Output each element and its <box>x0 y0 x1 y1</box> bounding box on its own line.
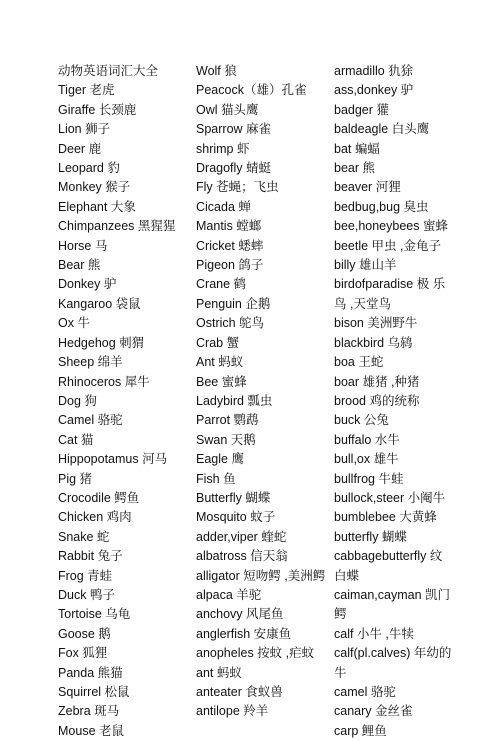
vocab-entry: Ladybird 瓢虫 <box>196 393 273 408</box>
vocab-entry: camel 骆驼 <box>334 685 396 699</box>
vocab-entry: Crocodile 鳄鱼 <box>58 490 140 505</box>
vocab-entry: Owl 猫头鹰 <box>196 102 259 117</box>
vocab-entry: Panda 熊猫 <box>58 665 123 680</box>
vocab-entry: bat 蝙蝠 <box>334 141 380 156</box>
vocab-entry: badger 獾 <box>334 102 389 117</box>
vocab-entry: Goose 鹅 <box>58 626 111 641</box>
vocab-entry: albatross 信天翁 <box>196 549 288 564</box>
vocab-entry: Mantis 螳螂 <box>196 219 262 234</box>
vocab-entry: bedbug,bug 臭虫 <box>334 199 429 214</box>
vocab-entry: ant 蚂蚁 <box>196 665 242 680</box>
vocab-entry: Cicada 蝉 <box>196 199 251 214</box>
vocab-entry: Cat 猫 <box>58 432 94 447</box>
vocab-entry: alpaca 羊驼 <box>196 587 262 602</box>
vocab-entry: bullfrog 牛蛙 <box>334 471 404 486</box>
vocab-entry: boar 雄猪 ,种猪 <box>334 374 420 389</box>
vocab-entry: Giraffe 长颈鹿 <box>58 102 137 117</box>
vocab-entry: Hedgehog 刺猬 <box>58 335 145 350</box>
vocab-entry: brood 鸡的统称 <box>334 393 420 408</box>
vocab-entry: Elephant 大象 <box>58 199 136 214</box>
vocab-entry: buffalo 水牛 <box>334 432 400 447</box>
vocab-entry: shrimp 虾 <box>196 141 250 156</box>
vocab-entry: Chicken 鸡肉 <box>58 510 132 525</box>
vocab-entry: anglerfish 安康鱼 <box>196 626 292 641</box>
vocab-entry: Eagle 鹰 <box>196 452 244 467</box>
vocab-entry: Kangaroo 袋鼠 <box>58 296 141 311</box>
vocab-entry: Zebra 斑马 <box>58 704 120 719</box>
vocab-entry: Crane 鹤 <box>196 277 247 292</box>
vocab-entry: Frog 青蛙 <box>58 568 113 583</box>
vocab-entry: antilope 羚羊 <box>196 704 269 719</box>
vocab-entry: blackbird 乌鸫 <box>334 335 413 350</box>
vocab-entry: bee,honeybees 蜜蜂 <box>334 219 448 234</box>
vocab-entry: Chimpanzees 黑猩猩 <box>58 219 176 234</box>
vocab-entry: Deer 鹿 <box>58 141 102 156</box>
vocab-entry: Squirrel 松鼠 <box>58 685 130 699</box>
vocab-entry: calf(pl.calves) 年幼的牛 <box>334 646 452 680</box>
vocab-entry: Hippopotamus 河马 <box>58 452 168 467</box>
vocab-entry: Pig 猪 <box>58 471 93 486</box>
vocab-entry: adder,viper 蝰蛇 <box>196 529 287 544</box>
vocab-entry: calf 小牛 ,牛犊 <box>334 626 414 641</box>
vocab-entry: Mosquito 蚊子 <box>196 510 276 525</box>
vocab-entry: Penguin 企鹅 <box>196 296 271 311</box>
vocab-column-1 <box>58 62 188 741</box>
vocab-entry: Horse 马 <box>58 238 108 253</box>
vocab-entry: bull,ox 雄牛 <box>334 452 399 467</box>
vocab-entry: Tiger 老虎 <box>58 83 115 98</box>
vocab-entry: Bee 蜜蜂 <box>196 374 247 389</box>
vocab-entry: Butterfly 蝴蝶 <box>196 490 271 505</box>
vocab-entry: Peacock（雄）孔雀 <box>196 83 307 98</box>
vocab-entry: billy 雄山羊 <box>334 258 397 273</box>
vocab-entry: Mouse 老鼠 <box>58 723 124 738</box>
vocab-entry: Fox 狐狸 <box>58 646 108 661</box>
vocab-entry: Wolf 狼 <box>196 64 237 78</box>
vocab-entry: Monkey 猴子 <box>58 180 131 195</box>
vocab-entry: Pigeon 鸽子 <box>196 258 264 273</box>
vocab-entry: Fly 苍蝇；飞虫 <box>196 180 279 195</box>
vocab-entry: Bear 熊 <box>58 258 101 273</box>
vocab-entry: Tortoise 乌龟 <box>58 607 131 622</box>
vocab-entry: Ant 蚂蚁 <box>196 355 244 370</box>
vocab-entry: Lion 狮子 <box>58 122 111 137</box>
vocab-entry: Donkey 驴 <box>58 277 117 292</box>
vocab-entry: alligator 短吻鳄 ,美洲鳄 <box>196 568 326 583</box>
vocab-entry: Cricket 蟋蟀 <box>196 238 264 253</box>
vocab-entry: anchovy 风尾鱼 <box>196 607 284 622</box>
vocab-entry: Rabbit 兔子 <box>58 549 123 564</box>
vocab-entry: beetle 甲虫 ,金龟子 <box>334 238 441 253</box>
vocab-entry: Duck 鸭子 <box>58 587 115 602</box>
vocab-entry: Crab 蟹 <box>196 335 240 350</box>
vocab-entry: anteater 食蚁兽 <box>196 685 283 699</box>
vocab-entry: carp 鲤鱼 <box>334 723 387 738</box>
vocab-entry: armadillo 犰狳 <box>334 64 414 78</box>
vocab-entry: Dog 狗 <box>58 393 97 408</box>
vocab-entry: Rhinoceros 犀牛 <box>58 374 150 389</box>
vocab-entry: Dragofly 蜻蜓 <box>196 161 272 176</box>
vocab-entry: ass,donkey 驴 <box>334 83 414 98</box>
vocab-entry: baldeagle 白头鹰 <box>334 122 430 137</box>
vocab-entry: buck 公兔 <box>334 413 389 428</box>
page-title: 动物英语词汇大全 <box>58 64 159 78</box>
vocab-entry: Ostrich 鸵鸟 <box>196 316 265 331</box>
vocab-entry: canary 金丝雀 <box>334 704 413 719</box>
vocab-entry: Snake 蛇 <box>58 529 110 544</box>
vocab-entry: Leopard 豹 <box>58 161 120 176</box>
vocab-entry: bumblebee 大黄蜂 <box>334 510 437 525</box>
vocab-entry: Fish 鱼 <box>196 471 236 486</box>
vocab-entry: Parrot 鹦鹉 <box>196 413 259 428</box>
vocab-column-2 <box>196 62 326 722</box>
vocab-entry: anopheles 按蚊 ,疟蚊 <box>196 646 315 661</box>
vocab-entry: birdofparadise 极 乐鸟 ,天堂鸟 <box>334 277 446 311</box>
vocab-entry: bullock,steer 小阉牛 <box>334 490 446 505</box>
vocab-entry: beaver 河狸 <box>334 180 401 195</box>
vocab-column-3 <box>334 62 454 741</box>
vocab-entry: Sheep 绵羊 <box>58 355 123 370</box>
vocab-entry: caiman,cayman 凯门鳄 <box>334 587 451 622</box>
vocab-entry: Camel 骆驼 <box>58 413 123 428</box>
vocab-entry: Sparrow 麻雀 <box>196 122 272 137</box>
vocab-entry: bear 熊 <box>334 161 375 176</box>
vocab-entry: Ox 牛 <box>58 316 90 331</box>
vocab-entry: cabbagebutterfly 纹白蝶 <box>334 549 443 583</box>
vocab-entry: boa 王蛇 <box>334 355 384 370</box>
vocab-entry: bison 美洲野牛 <box>334 316 418 331</box>
vocab-entry: butterfly 蝴蝶 <box>334 529 407 544</box>
vocab-entry: Swan 天鹅 <box>196 432 256 447</box>
